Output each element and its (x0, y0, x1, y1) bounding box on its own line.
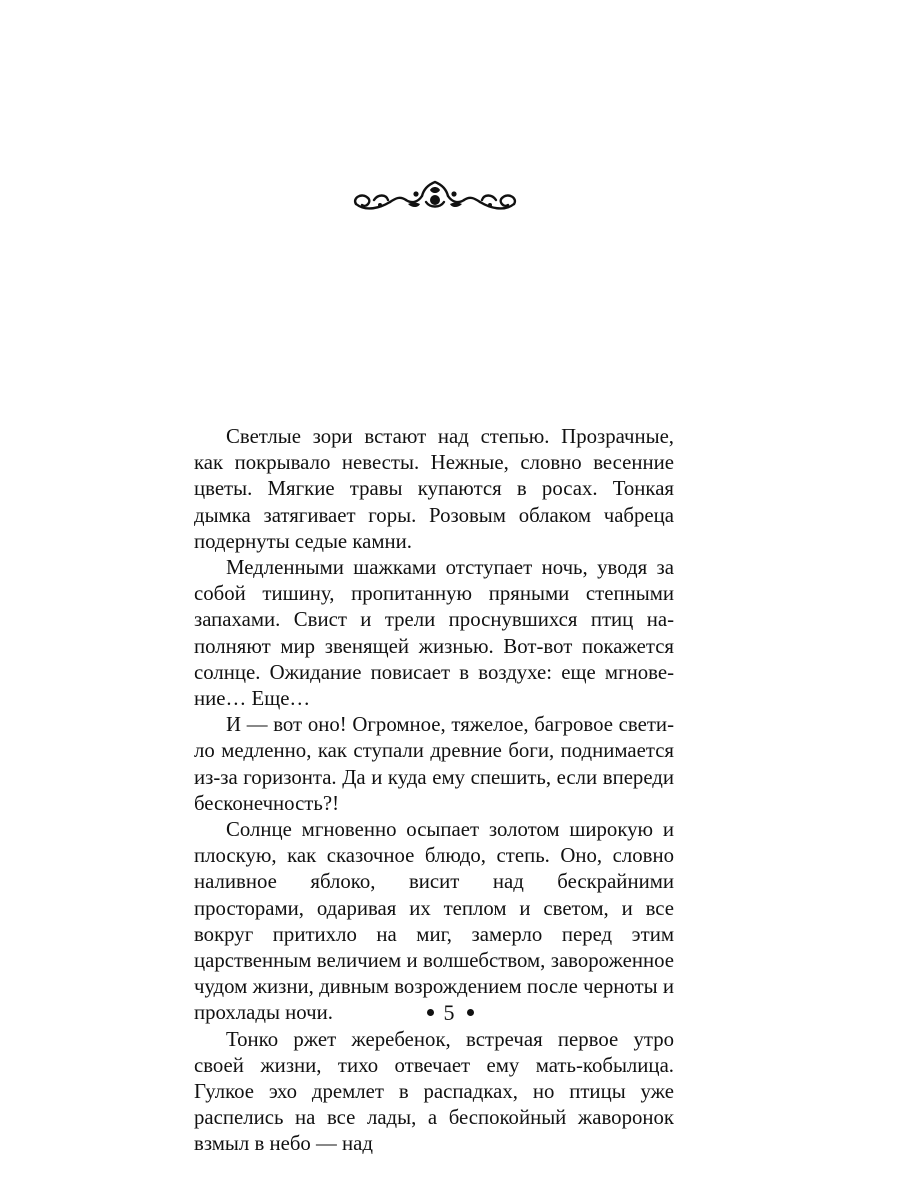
paragraph: Медленными шажками отступает ночь, уводя за собой тишину, пропитанную пряными степными запахами. Свист и трели проснувшихся птиц наполняют мир звенящей жизнью. Вот-вот покажется солнце. Ожидание повисает в воздухе: еще мгновение… Еще… (194, 556, 674, 711)
paragraph: Тонко ржет жеребенок, встречая первое утро своей жизни, тихо отвечает ему мать-кобылица. Гулкое эхо дремлет в распадках, но птицы уже распелись на все лады, а беспокойный жаворонок взмыл в небо — над (194, 1027, 674, 1156)
floral-ornament-icon (350, 178, 520, 218)
page-number-footer (0, 1000, 900, 1026)
page-number: 5 (443, 1000, 457, 1025)
paragraph: И — вот оно! Огромное, тяжелое, багровое светило медленно, как ступали древние боги, поднимается из-за горизонта. Да и куда ему спешить, если впереди бесконечность?! (194, 713, 674, 815)
body-text (194, 424, 674, 1158)
bullet-icon (467, 1009, 474, 1016)
bullet-icon (427, 1009, 434, 1016)
paragraph: Солнце мгновенно осыпает золотом широкую и плоскую, как сказочное блюдо, степь. Оно, словно наливное яблоко, висит над бескрайними просторами, одаривая их теплом и светом, и все вокруг притихло на миг, замерло перед этим царственным величием и волшебством, завороженное чудом жизни, дивным возрождением после черноты и прохлады ночи. (194, 818, 674, 1025)
paragraph: Светлые зори встают над степью. Прозрачные, как покрывало невесты. Нежные, словно весенние цветы. Мягкие травы купаются в росах. Тонкая дымка затягивает горы. Розовым облаком чабреца подернуты седые камни. (194, 425, 674, 553)
